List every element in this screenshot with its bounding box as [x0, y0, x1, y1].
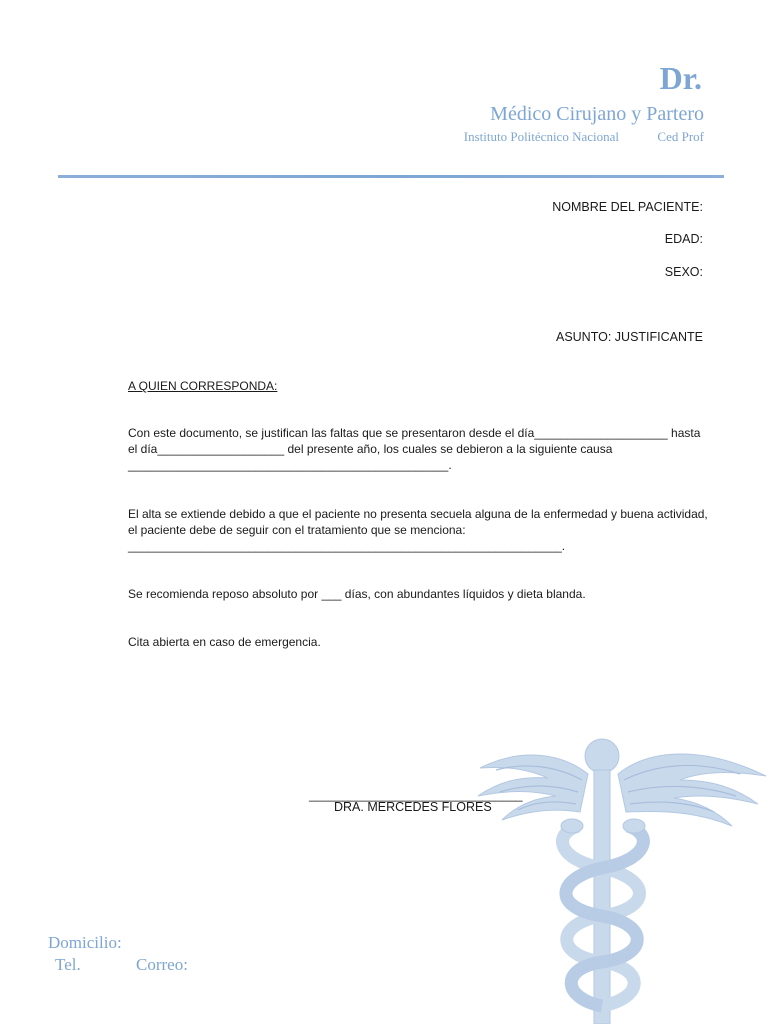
email-label: Correo:: [136, 955, 188, 974]
doctor-institute: Instituto Politécnico Nacional: [463, 129, 619, 144]
subject-line: ASUNTO: JUSTIFICANTE: [555, 330, 703, 344]
phone-label: Tel.: [55, 955, 81, 974]
signature-line: ________________________________: [309, 788, 523, 802]
patient-age-field: EDAD:: [664, 232, 703, 246]
caduceus-icon: [460, 730, 768, 1024]
doctor-specialty: Médico Cirujano y Partero: [490, 103, 704, 125]
license-number-label: Ced Prof: [657, 129, 704, 144]
emergency-note: Cita abierta en caso de emergencia.: [128, 635, 321, 649]
absence-paragraph: Con este documento, se justifican las faltas que se presentaron desde el día____________________ hasta el día___________________ del presente año, los cuales se debieron a la siguiente causa ________________________________________________.: [128, 426, 701, 472]
rest-recommendation: Se recomienda reposo absoluto por ___ días, con abundantes líquidos y dieta blanda.: [128, 587, 586, 601]
patient-name-field: NOMBRE DEL PACIENTE:: [552, 200, 703, 214]
salutation: A QUIEN CORRESPONDA:: [128, 379, 278, 393]
patient-sex-field: SEXO:: [664, 265, 703, 279]
address-label: Domicilio:: [48, 933, 122, 952]
discharge-paragraph: El alta se extiende debido a que el paciente no presenta secuela alguna de la enfermedad y buena actividad, el paciente debe de seguir con el tratamiento que se menciona: _________________________________________________________________.: [128, 507, 708, 553]
header-divider: [58, 175, 724, 178]
signature-name: DRA. MERCEDES FLORES: [334, 800, 492, 814]
doctor-title: Dr.: [659, 60, 702, 96]
